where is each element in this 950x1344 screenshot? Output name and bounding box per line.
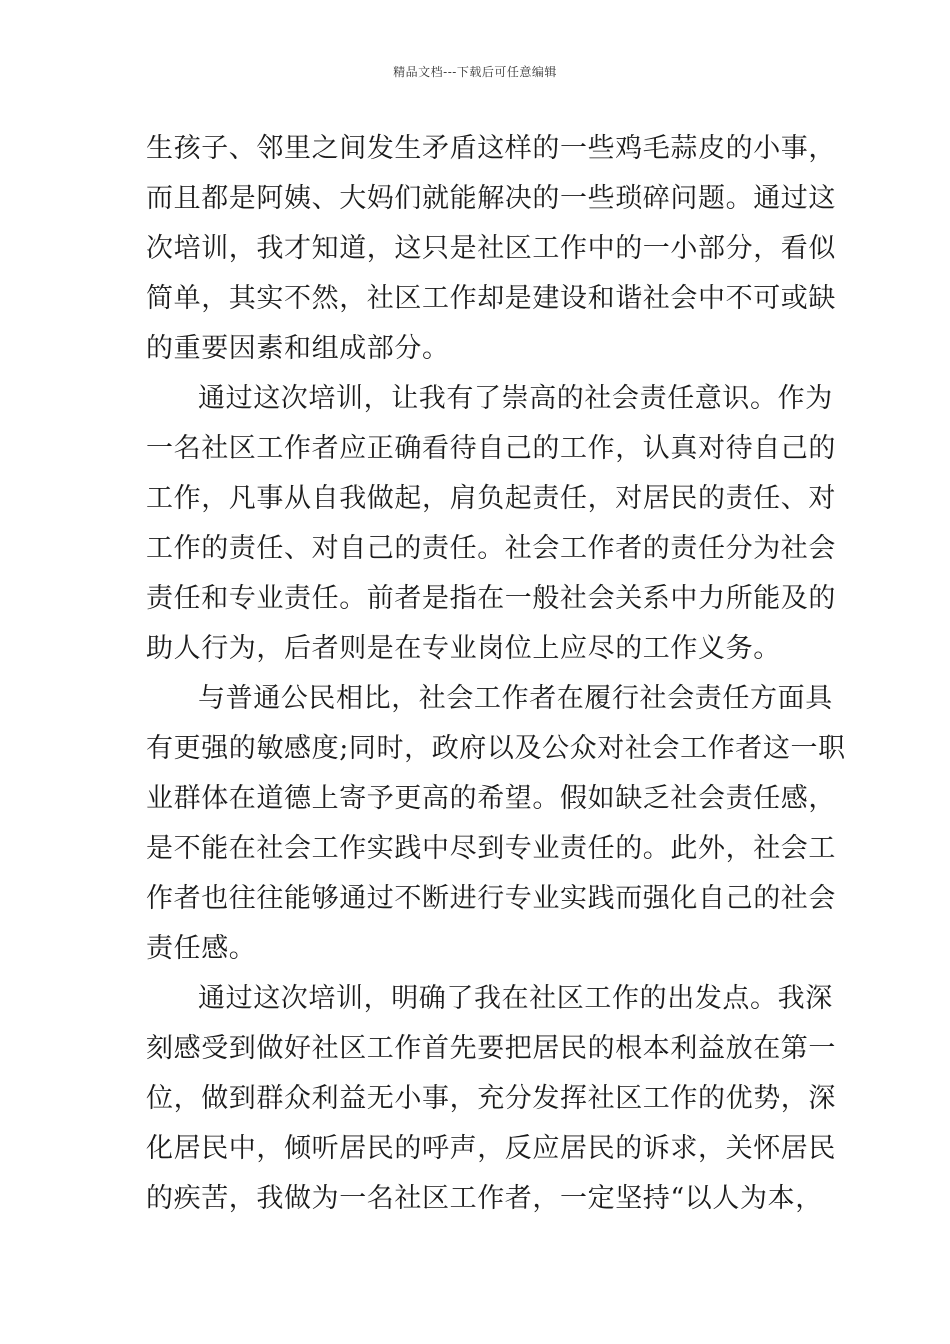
text-line: 的疾苦，我做为一名社区工作者，一定坚持“以人为本， (146, 1183, 823, 1214)
text-line: 刻感受到做好社区工作首先要把居民的根本利益放在第一 (146, 1033, 836, 1064)
paragraph-first-line: 通过这次培训，让我有了崇高的社会责任意识。作为 (198, 383, 833, 414)
text-line: 化居民中，倾听居民的呼声，反应居民的诉求，关怀居民 (146, 1133, 836, 1164)
text-line: 而且都是阿姨、大妈们就能解决的一些琐碎问题。通过这 (146, 183, 836, 214)
text-line: 简单，其实不然，社区工作却是建设和谐社会中不可或缺 (146, 283, 836, 314)
text-line: 作者也往往能够通过不断进行专业实践而强化自己的社会 (146, 883, 836, 914)
text-line: 有更强的敏感度;同时，政府以及公众对社会工作者这一职 (146, 733, 846, 764)
paragraph-first-line: 通过这次培训，明确了我在社区工作的出发点。我深 (198, 983, 833, 1014)
text-line: 责任和专业责任。前者是指在一般社会关系中力所能及的 (146, 583, 836, 614)
text-line: 的重要因素和组成部分。 (146, 333, 450, 364)
text-line: 位，做到群众利益无小事，充分发挥社区工作的优势，深 (146, 1083, 836, 1114)
text-line: 一名社区工作者应正确看待自己的工作，认真对待自己的 (146, 433, 836, 464)
text-line: 是不能在社会工作实践中尽到专业责任的。此外，社会工 (146, 833, 836, 864)
text-line: 工作，凡事从自我做起，肩负起责任，对居民的责任、对 (146, 483, 836, 514)
paragraph-first-line: 与普通公民相比，社会工作者在履行社会责任方面具 (198, 683, 833, 714)
document-body (146, 124, 846, 1224)
text-line: 业群体在道德上寄予更高的希望。假如缺乏社会责任感， (146, 783, 836, 814)
page-header: 精品文档---下载后可任意编辑 (393, 65, 557, 79)
text-line: 工作的责任、对自己的责任。社会工作者的责任分为社会 (146, 533, 836, 564)
text-line: 生孩子、邻里之间发生矛盾这样的一些鸡毛蒜皮的小事， (146, 133, 836, 164)
text-line: 责任感。 (146, 933, 257, 964)
text-line: 助人行为，后者则是在专业岗位上应尽的工作义务。 (146, 633, 781, 664)
text-line: 次培训，我才知道，这只是社区工作中的一小部分，看似 (146, 233, 836, 264)
